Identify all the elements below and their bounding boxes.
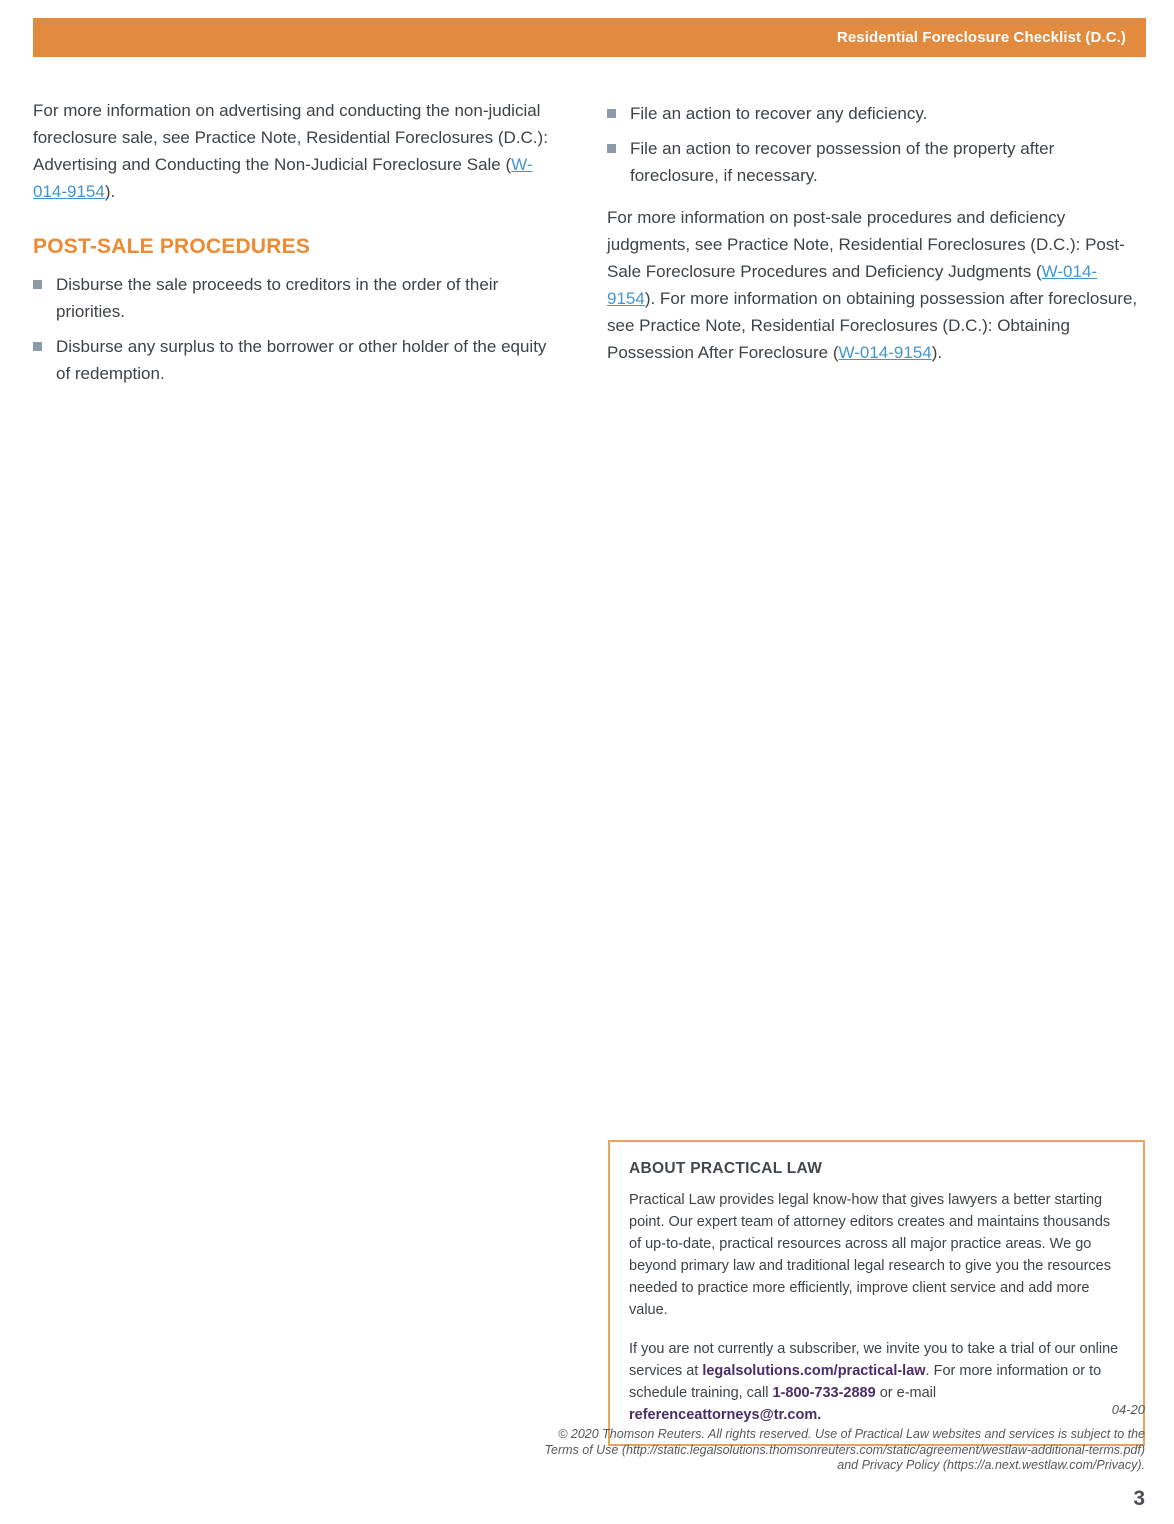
square-bullet-icon: [33, 280, 42, 289]
copyright-notice: [545, 1427, 1145, 1474]
header-title: Residential Foreclosure Checklist (D.C.): [836, 29, 1126, 46]
post-sale-info-text: ). For more information on obtaining possession after foreclosure, see Practice Note, Residential Foreclosures (D.C.): Obtaining Possession After Foreclosure (: [607, 289, 1138, 362]
square-bullet-icon: [607, 109, 616, 118]
doc-link-deficiency[interactable]: W-014-9154: [607, 262, 1098, 308]
intro-paragraph: [33, 97, 560, 205]
date-code: 04-20: [1111, 1402, 1145, 1417]
about-box-text: . For more information or to schedule training, call: [629, 1363, 1102, 1401]
page-footer: [545, 1402, 1145, 1511]
bullet-text: File an action to recover possession of the property after foreclosure, if necessary.: [630, 139, 1055, 185]
list-item: [607, 135, 1145, 189]
bullet-text: Disburse any surplus to the borrower or other holder of the equity of redemption.: [56, 337, 547, 383]
doc-link-advertising[interactable]: W-014-9154: [33, 155, 533, 201]
right-column: [607, 97, 1145, 395]
copyright-line: Terms of Use (http://static.legalsolutions.thomsonreuters.com/static/agreement/westlaw-additional-terms.pdf): [544, 1442, 1145, 1457]
copyright-line: and Privacy Policy (https://a.next.westlaw.com/Privacy).: [837, 1458, 1145, 1472]
main-content: [33, 97, 1145, 395]
intro-paragraph-text-end: ).: [104, 182, 116, 201]
list-item: [607, 100, 1145, 127]
bullet-text: Disburse the sale proceeds to creditors in the order of their priorities.: [56, 275, 499, 321]
list-item: [33, 271, 560, 325]
post-sale-info-text-end: ).: [931, 343, 943, 362]
phone-number: 1-800-733-2889: [772, 1385, 876, 1401]
post-sale-info-text: For more information on post-sale procedures and deficiency judgments, see Practice Note, Residential Foreclosures (D.C.): Post-Sale Foreclosure Procedures and Deficiency Judgments (: [607, 208, 1125, 281]
about-box-paragraph-1: Practical Law provides legal know-how that gives lawyers a better starting point. Our expert team of attorney editors creates and maintains thousands of up-to-date, practical resources across all major practice areas. We go beyond primary law and traditional legal research to give you the resources needed to practice more efficiently, improve client service and add more value.: [629, 1192, 1111, 1318]
left-column: [33, 97, 560, 395]
intro-paragraph-text: For more information on advertising and conducting the non-judicial foreclosure sale, see Practice Note, Residential Foreclosures (D.C.): Advertising and Conducting the Non-Judicial Foreclosure Sale (: [33, 101, 548, 174]
remedies-bullet-list: [607, 100, 1145, 189]
square-bullet-icon: [607, 144, 616, 153]
copyright-line: © 2020 Thomson Reuters. All rights reserved. Use of Practical Law websites and services is subject to the: [558, 1427, 1145, 1441]
about-box-text: If you are not currently a subscriber, we invite you to take a trial of our online services at: [629, 1341, 1119, 1379]
email-link[interactable]: referenceattorneys@tr.com.: [629, 1407, 822, 1423]
about-box-text: or e-mail: [875, 1385, 937, 1401]
post-sale-bullet-list: [33, 271, 560, 387]
header-bar: [33, 18, 1146, 57]
square-bullet-icon: [33, 342, 42, 351]
list-item: [33, 333, 560, 387]
website-link[interactable]: legalsolutions.com/practical-law: [702, 1363, 926, 1379]
section-heading-post-sale-procedures: POST-SALE PROCEDURES: [33, 235, 311, 258]
page-number: 3: [1133, 1486, 1145, 1510]
bullet-text: File an action to recover any deficiency.: [630, 104, 928, 123]
about-box-heading: ABOUT PRACTICAL LAW: [629, 1160, 823, 1177]
about-practical-law-box: [608, 1140, 1145, 1446]
doc-link-possession[interactable]: W-014-9154: [838, 343, 932, 362]
post-sale-info-paragraph: [607, 204, 1145, 366]
